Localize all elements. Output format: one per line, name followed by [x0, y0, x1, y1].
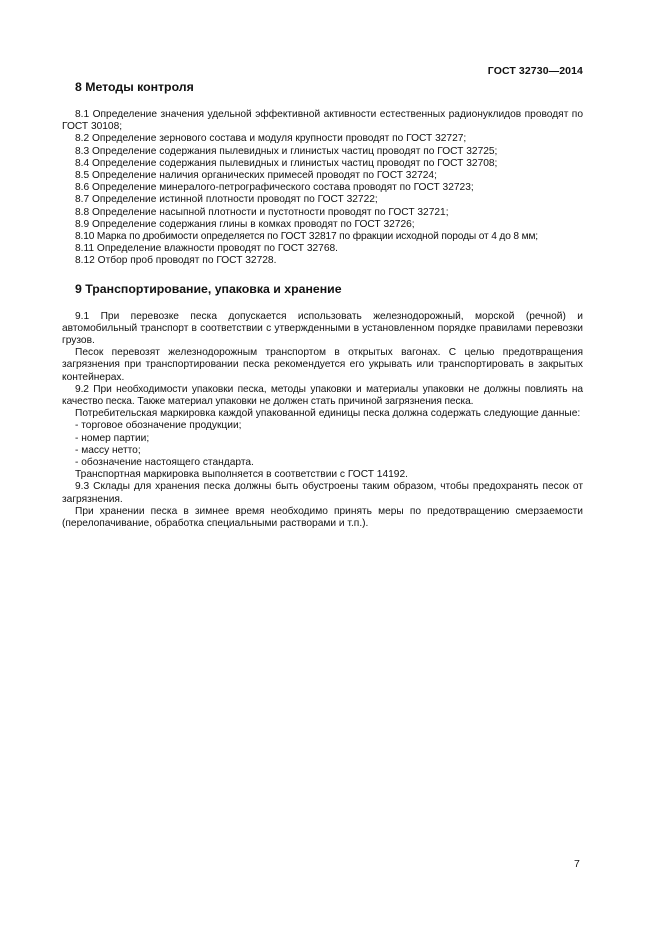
item-8-8: 8.8 Определение насыпной плотности и пустотности проводят по ГОСТ 32721; — [75, 206, 449, 218]
paragraph-9-3-winter: При хранении песка в зимнее время необходимо принять меры по предотвращению смерзаемости (перелопачивание, обработка специальными растворами и т.п.). — [62, 505, 583, 530]
paragraph-9-2: 9.2 При необходимости упаковки песка, методы упаковки и материалы упаковки не должны повлиять на качество песка. Также материал упаковки не должен стать причиной загрязнения песка. — [62, 383, 583, 408]
section-8-title: 8 Методы контроля — [75, 80, 194, 94]
section-8-items — [62, 109, 583, 268]
paragraph-9-3: 9.3 Склады для хранения песка должны быть обустроены таким образом, чтобы предохранять песок от загрязнения. — [62, 481, 583, 505]
item-8-7: 8.7 Определение истинной плотности проводят по ГОСТ 32722; — [75, 194, 378, 206]
item-8-10: 8.10 Марка по дробимости определяется по ГОСТ 32817 по фракции исходной породы от 4 до 8 мм; — [75, 231, 538, 243]
section-9-body — [62, 311, 583, 531]
dash-item: - массу нетто; — [75, 444, 141, 456]
item-8-9: 8.9 Определение содержания глины в комках проводят по ГОСТ 32726; — [75, 218, 415, 230]
item-8-1: 8.1 Определение значения удельной эффективной активности естественных радионуклидов проводят по ГОСТ 30108; — [62, 109, 583, 133]
item-8-5: 8.5 Определение наличия органических примесей проводят по ГОСТ 32724; — [75, 170, 437, 182]
item-8-6: 8.6 Определение минералого-петрографического состава проводят по ГОСТ 32723; — [75, 182, 474, 194]
page-number: 7 — [574, 858, 580, 870]
item-8-4: 8.4 Определение содержания пылевидных и глинистых частиц проводят по ГОСТ 32708; — [75, 157, 498, 169]
section-9-title: 9 Транспортирование, упаковка и хранение — [75, 281, 342, 296]
item-8-12: 8.12 Отбор проб проводят по ГОСТ 32728. — [75, 255, 277, 267]
item-8-11: 8.11 Определение влажности проводят по ГОСТ 32768. — [75, 243, 338, 255]
paragraph-9-1: 9.1 При перевозке песка допускается использовать железнодорожный, морской (речной) и автомобильный транспорт в соответствии с утвержденными в установленном порядке правилами перевозки грузов. — [62, 310, 583, 347]
dash-item: - обозначение настоящего стандарта. — [75, 457, 254, 469]
document-code: ГОСТ 32730—2014 — [487, 65, 583, 77]
dash-item: - номер партии; — [75, 432, 150, 444]
item-8-2: 8.2 Определение зернового состава и модуля крупности проводят по ГОСТ 32727; — [75, 133, 467, 145]
dash-item: - торговое обозначение продукции; — [75, 420, 242, 432]
paragraph-9-2-transport-marking: Транспортная маркировка выполняется в соответствии с ГОСТ 14192. — [75, 469, 408, 481]
document-body — [62, 80, 583, 530]
paragraph-9-2-marking: Потребительская маркировка каждой упакованной единицы песка должна содержать следующие данные: — [75, 408, 581, 420]
paragraph-9-1-rail: Песок перевозят железнодорожным транспортом в открытых вагонах. С целью предотвращения загрязнения при транспортировании песка рекомендуется его укрывать или транспортировать в закрытых контейнерах. — [62, 347, 583, 383]
item-8-3: 8.3 Определение содержания пылевидных и глинистых частиц проводят по ГОСТ 32725; — [75, 145, 498, 157]
